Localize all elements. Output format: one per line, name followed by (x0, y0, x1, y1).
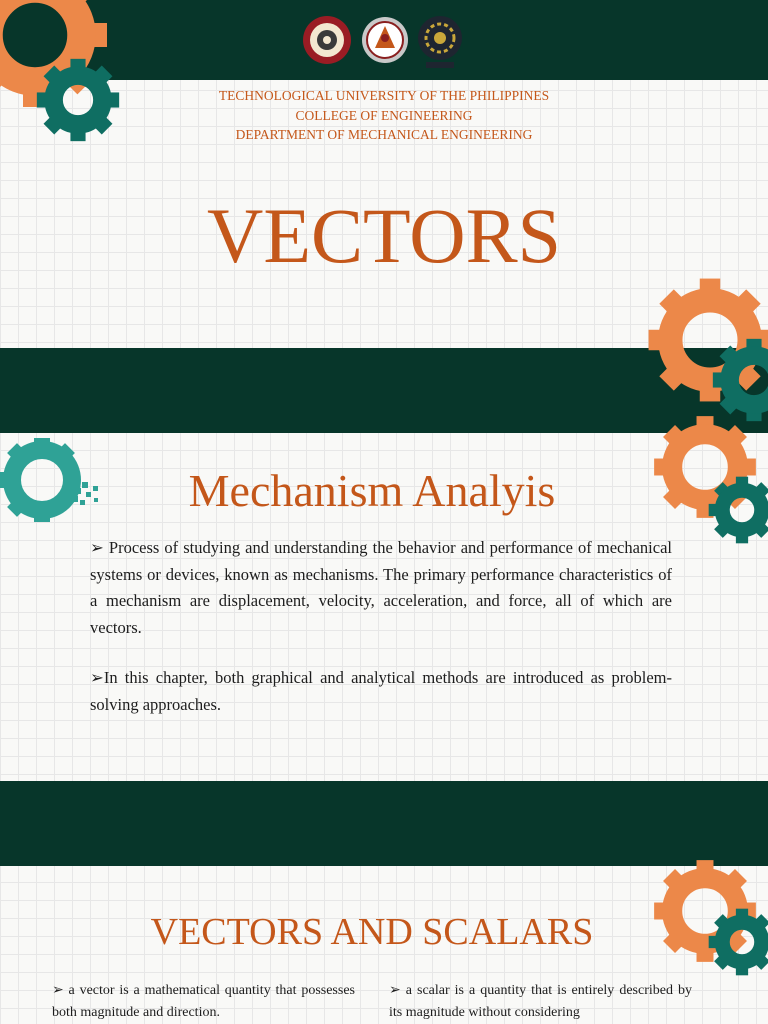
institution-header (0, 86, 768, 145)
mechanism-paragraph-2: ➢In this chapter, both graphical and analytical methods are introduced as problem-solving approaches. (90, 668, 672, 714)
department-name: DEPARTMENT OF MECHANICAL ENGINEERING (235, 127, 533, 142)
university-seal (302, 8, 352, 72)
mechanism-paragraph-1: ➢ Process of studying and understanding the behavior and performance of mechanical systems or devices, known as mechanisms. The primary performance characteristics of a mechanism are displacement, velocity, acceleration, and force, all of which are vectors. (90, 538, 672, 637)
department-seal (416, 8, 464, 72)
college-name: COLLEGE OF ENGINEERING (295, 107, 473, 123)
lower-band (0, 781, 768, 866)
section-heading-vectors-scalars: VECTORS AND SCALARS (150, 911, 594, 953)
gear-icon (712, 338, 768, 422)
section-heading-mechanism: Mechanism Analyis (188, 465, 556, 516)
college-seal (361, 8, 409, 72)
scalar-definition: ➢ a scalar is a quantity that is entirely described by its magnitude without considering (389, 983, 692, 1020)
page-title: VECTORS (207, 192, 561, 279)
vector-definition: ➢ a vector is a mathematical quantity that possesses both magnitude and direction. (52, 983, 355, 1020)
university-name: TECHNOLOGICAL UNIVERSITY OF THE PHILIPPINES (218, 88, 550, 103)
